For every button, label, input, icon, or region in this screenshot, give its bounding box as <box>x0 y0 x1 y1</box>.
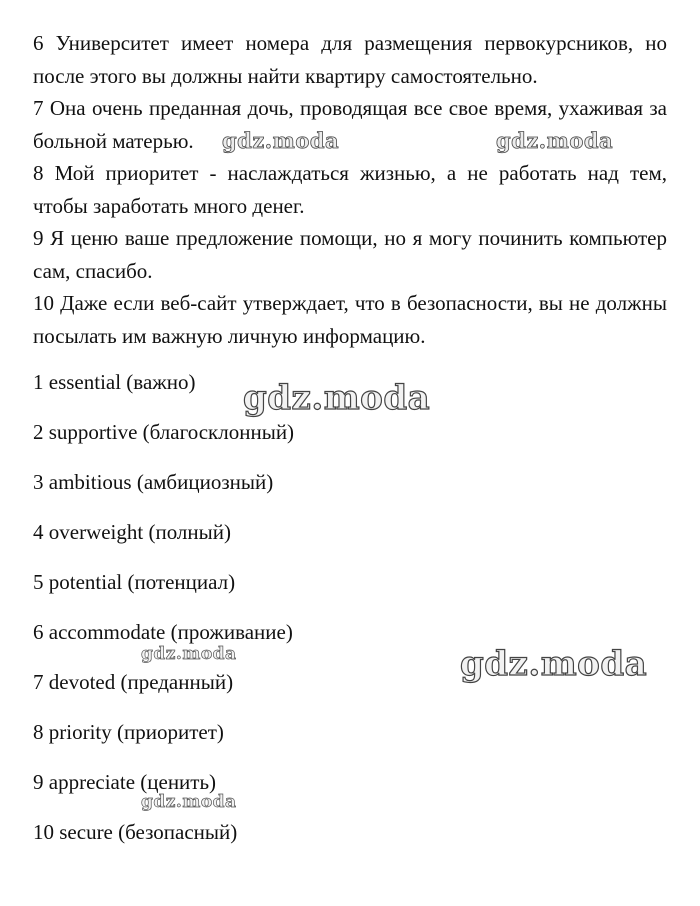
vocab-item-1: 1 essential (важно) <box>33 370 196 394</box>
watermark: gdz.moda <box>243 378 431 418</box>
vocab-item-4: 4 overweight (полный) <box>33 520 231 544</box>
watermark: gdz.moda <box>222 128 340 153</box>
paragraph-10: 10 Даже если веб-сайт утверждает, что в безопасности, вы не должны посылать им важную личную информацию. <box>33 291 667 348</box>
paragraph-9: 9 Я ценю ваше предложение помощи, но я могу починить компьютер сам, спасибо. <box>33 226 667 283</box>
watermark: gdz.moda <box>496 128 614 153</box>
paragraph-7: 7 Она очень преданная дочь, проводящая все свое время, ухаживая за больной матерью. <box>33 96 667 153</box>
vocab-item-7: 7 devoted (преданный) <box>33 670 234 694</box>
paragraph-6: 6 Университет имеет номера для размещения первокурсников, но после этого вы должны найти квартиру самостоятельно. <box>33 31 667 88</box>
vocab-item-2: 2 supportive (благосклонный) <box>33 420 295 444</box>
vocab-item-6: 6 accommodate (проживание) <box>33 620 293 644</box>
watermark: gdz.moda <box>141 792 237 812</box>
watermark: gdz.moda <box>141 644 237 664</box>
vocab-item-5: 5 potential (потенциал) <box>33 570 236 594</box>
paragraph-8: 8 Мой приоритет - наслаждаться жизнью, а не работать над тем, чтобы заработать много денег. <box>33 161 667 218</box>
vocabulary-list <box>33 366 533 866</box>
vocab-item-3: 3 ambitious (амбициозный) <box>33 470 274 494</box>
translation-paragraphs <box>33 27 667 352</box>
vocab-item-10: 10 secure (безопасный) <box>33 820 238 844</box>
vocab-item-9: 9 appreciate (ценить) <box>33 770 217 794</box>
vocab-item-8: 8 priority (приоритет) <box>33 720 224 744</box>
watermark: gdz.moda <box>460 644 648 684</box>
